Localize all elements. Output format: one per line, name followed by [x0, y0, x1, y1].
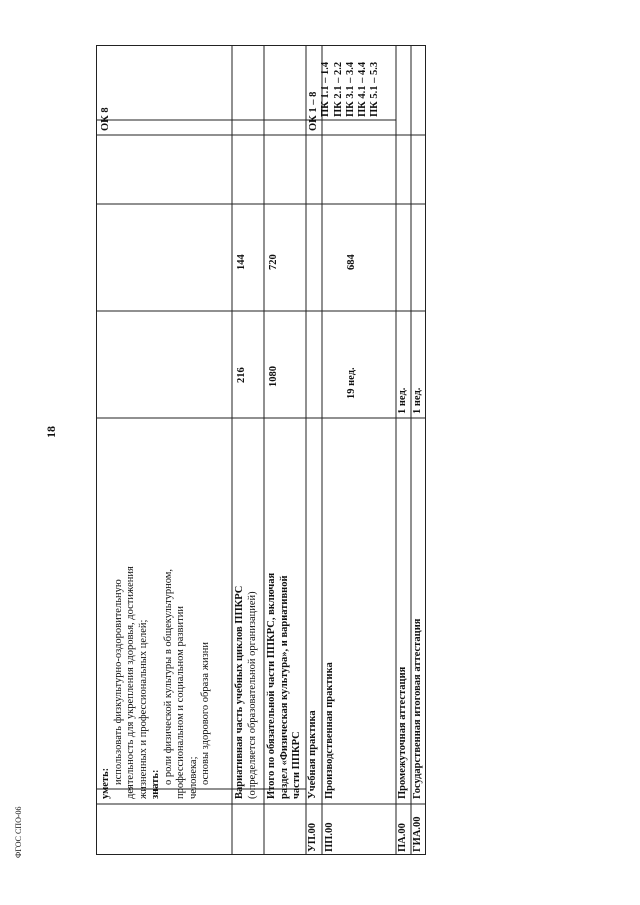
page-number: 18 — [44, 426, 58, 438]
variative-name-line1: Вариативная часть учебных циклов ППКРС — [234, 585, 245, 799]
znat-heading: знать: — [150, 769, 161, 799]
umet-text-2: деятельность для укрепления здоровья, достижения — [125, 566, 136, 799]
practice-duration: 19 нед. — [346, 367, 357, 399]
pa-duration: 1 нед. — [397, 387, 408, 414]
znat-text-2: профессиональном и социальном развитии — [175, 606, 186, 799]
practice-competence-1: ОК 1 – 8 — [308, 91, 319, 131]
practice-competence-2: ПК 1.1 – 1.4 — [320, 61, 332, 117]
practice-competence-6: ПК 5.1 – 5.3 — [369, 61, 381, 117]
pa-name: Промежуточная аттестация — [397, 666, 408, 799]
variative-name — [234, 421, 259, 799]
up-code: УП.00 — [307, 823, 318, 852]
skills-description — [100, 423, 213, 799]
znat-text-4: основы здорового образа жизни — [200, 642, 211, 785]
curriculum-table-container — [96, 45, 426, 855]
umet-heading: уметь: — [100, 767, 111, 799]
total-name — [266, 421, 304, 799]
total-name-line1: Итого по обязательной части ППКРС, включая — [266, 572, 277, 799]
pa-code: ПА.00 — [397, 823, 408, 852]
practice-competence-4: ПК 3.1 – 3.4 — [344, 61, 356, 117]
umet-text-1: использовать физкультурно-оздоровительную — [112, 579, 124, 785]
total-mandatory-load: 720 — [268, 254, 279, 270]
practice-competence-5: ПК 4.1 – 4.4 — [357, 61, 369, 117]
znat-text-1: о роли физической культуры в общекультурном, — [162, 568, 174, 785]
variative-mandatory-load: 144 — [236, 254, 247, 270]
practice-competences — [308, 62, 382, 131]
practice-hours: 684 — [346, 254, 357, 270]
total-max-load: 1080 — [268, 366, 279, 387]
variative-name-line2: (определяется образовательной организацией) — [246, 591, 258, 799]
up-name: Учебная практика — [307, 710, 318, 799]
footer-code: ФГОС СПО-06 — [14, 806, 23, 858]
total-name-line2: раздел «Физическая культура», и вариативной — [278, 575, 290, 799]
total-name-line3: части ППКРС — [291, 731, 302, 799]
competence-ok8: ОК 8 — [100, 107, 111, 131]
znat-text-3: человека; — [187, 756, 199, 799]
gia-code: ГИА.00 — [412, 816, 423, 852]
practice-competence-3: ПК 2.1 – 2.2 — [332, 61, 344, 117]
variative-max-load: 216 — [236, 367, 247, 383]
umet-text-3: жизненных и профессиональных целей; — [137, 619, 149, 799]
gia-duration: 1 нед. — [412, 387, 423, 414]
curriculum-table — [96, 45, 426, 855]
pp-code: ПП.00 — [324, 822, 335, 852]
gia-name: Государственная итоговая аттестация — [412, 618, 423, 799]
pp-name: Производственная практика — [324, 662, 335, 799]
